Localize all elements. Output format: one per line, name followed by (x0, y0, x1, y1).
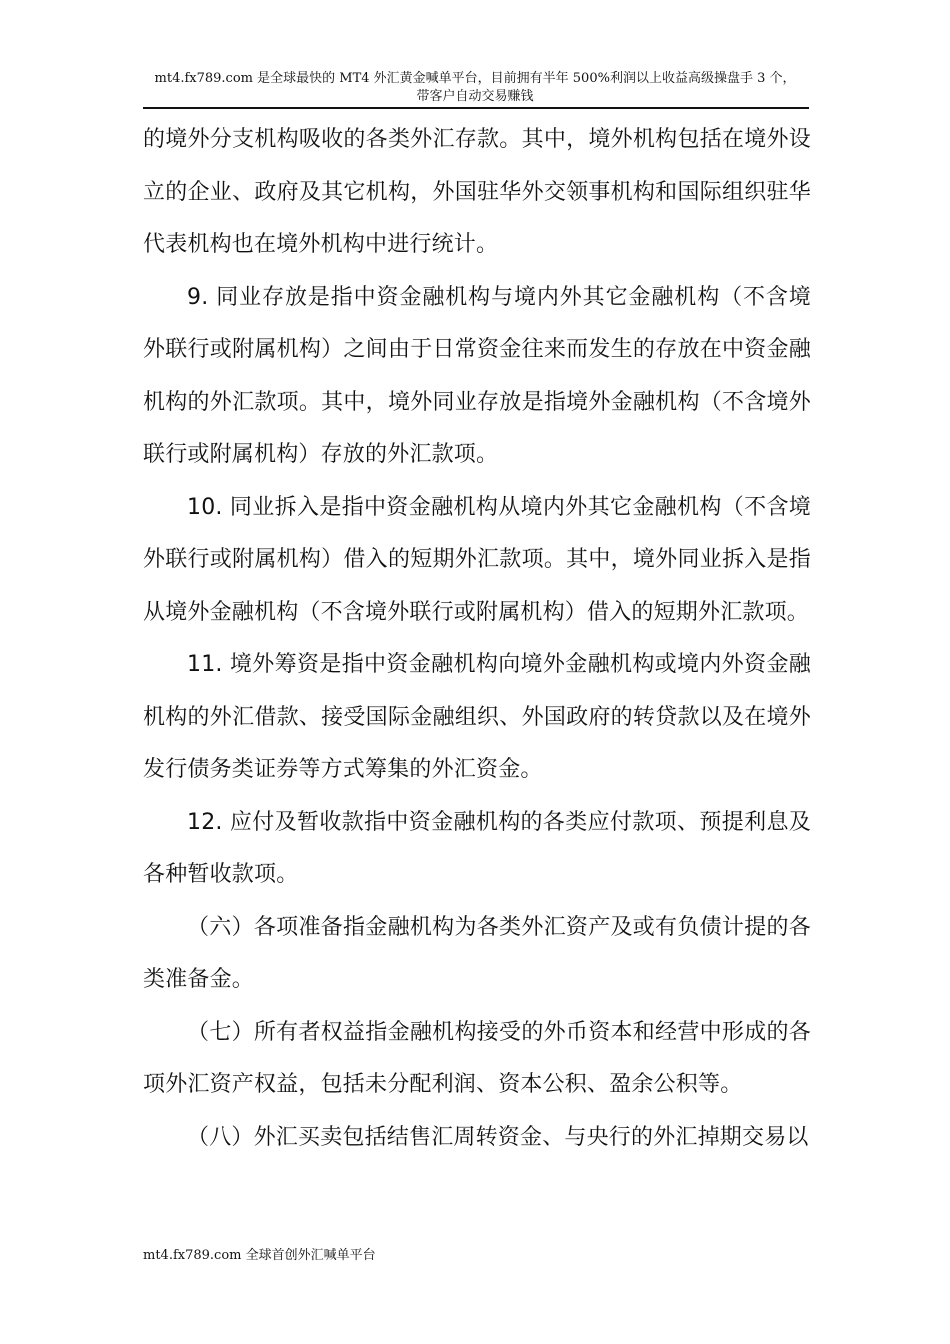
paragraph-item-9: 9. 同业存放是指中资金融机构与境内外其它金融机构（不含境外联行或附属机构）之间由于日常资金往来而发生的存放在中资金融机构的外汇款项。其中，境外同业存放是指境外金融机构（不含境外联行或附属机构）存放的外汇款项。 (143, 284, 811, 467)
paragraph-continuation: 的境外分支机构吸收的各类外汇存款。其中，境外机构包括在境外设立的企业、政府及其它机构，外国驻华外交领事机构和国际组织驻华代表机构也在境外机构中进行统计。 (143, 127, 811, 257)
paragraph-section-8: （八）外汇买卖包括结售汇周转资金、与央行的外汇掉期交易以 (187, 1124, 809, 1150)
header-line-2: 带客户自动交易赚钱 (416, 89, 534, 104)
header-line-1: mt4.fx789.com 是全球最快的 MT4 外汇黄金喊单平台，目前拥有半年 500%利润以上收益高级操盘手 3 个， (154, 71, 796, 86)
paragraph-item-12: 12. 应付及暂收款指中资金融机构的各类应付款项、预提利息及各种暂收款项。 (143, 809, 811, 887)
paragraph-section-6: （六）各项准备指金融机构为各类外汇资产及或有负债计提的各类准备金。 (143, 914, 811, 992)
header-divider (143, 107, 809, 109)
page-header (140, 70, 810, 106)
document-body (143, 114, 811, 1164)
paragraph-item-10: 10. 同业拆入是指中资金融机构从境内外其它金融机构（不含境外联行或附属机构）借入的短期外汇款项。其中，境外同业拆入是指从境外金融机构（不含境外联行或附属机构）借入的短期外汇款项。 (143, 494, 811, 625)
page-footer: mt4.fx789.com 全球首创外汇喊单平台 (143, 1248, 376, 1263)
paragraph-item-11: 11. 境外筹资是指中资金融机构向境外金融机构或境内外资金融机构的外汇借款、接受国际金融组织、外国政府的转贷款以及在境外发行债务类证券等方式筹集的外汇资金。 (143, 652, 811, 782)
paragraph-section-7: （七）所有者权益指金融机构接受的外币资本和经营中形成的各项外汇资产权益，包括未分配利润、资本公积、盈余公积等。 (143, 1019, 811, 1097)
